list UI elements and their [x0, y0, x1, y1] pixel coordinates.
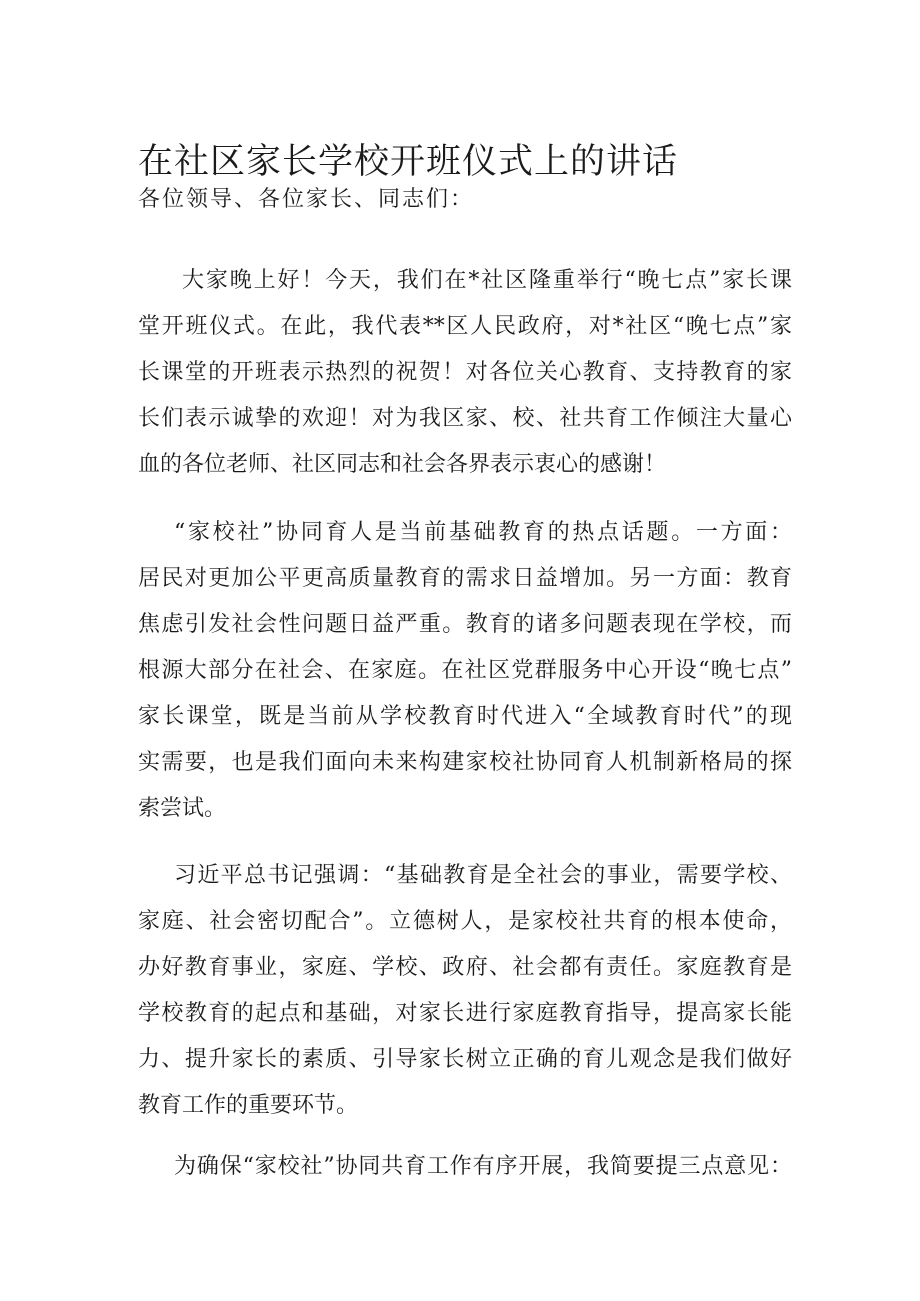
- paragraph-line: 家长课堂，既是当前从学校教育时代进入“全域教育时代”的现: [138, 704, 792, 729]
- paragraph-line: 根源大部分在社会、在家庭。在社区党群服务中心开设“晚七点”: [138, 658, 792, 683]
- paragraph-line: 血的各位老师、社区同志和社会各界表示衷心的感谢！: [138, 452, 667, 477]
- paragraph-line: 为确保“家校社”协同共育工作有序开展，我简要提三点意见：: [174, 1154, 792, 1179]
- paragraph-quote: [138, 853, 792, 1129]
- paragraph-line: 办好教育事业，家庭、学校、政府、社会都有责任。家庭教育是: [138, 955, 792, 980]
- paragraph-jiaxiaoshe: [138, 510, 792, 832]
- paragraph-line: 长们表示诚挚的欢迎！对为我区家、校、社共育工作倾注大量心: [138, 406, 792, 431]
- salutation: 各位领导、各位家长、同志们：: [138, 187, 475, 212]
- paragraph-line: 堂开班仪式。在此，我代表**区人民政府，对*社区“晚七点”家: [138, 314, 792, 339]
- paragraph-line: 长课堂的开班表示热烈的祝贺！对各位关心教育、支持教育的家: [138, 360, 792, 385]
- paragraph-line: 教育工作的重要环节。: [138, 1093, 359, 1118]
- paragraph-greeting: [138, 258, 792, 488]
- paragraph-line: 大家晚上好！今天，我们在*社区隆重举行“晚七点”家长课: [182, 268, 792, 293]
- paragraph-line: 力、提升家长的素质、引导家长树立正确的育儿观念是我们做好: [138, 1047, 792, 1072]
- paragraph-line: 学校教育的起点和基础，对家长进行家庭教育指导，提高家长能: [138, 1001, 792, 1026]
- paragraph-line: 索尝试。: [138, 796, 227, 821]
- paragraph-line: “家校社”协同育人是当前基础教育的热点话题。一方面：: [174, 520, 792, 545]
- paragraph-line: 居民对更加公平更高质量教育的需求日益增加。另一方面：教育: [138, 566, 792, 591]
- paragraph-three-points: [138, 1144, 792, 1190]
- paragraph-line: 焦虑引发社会性问题日益严重。教育的诸多问题表现在学校，而: [138, 612, 792, 637]
- paragraph-line: 家庭、社会密切配合”。立德树人，是家校社共育的根本使命，: [138, 909, 792, 934]
- paragraph-line: 实需要，也是我们面向未来构建家校社协同育人机制新格局的探: [138, 750, 792, 775]
- document-title: 在社区家长学校开班仪式上的讲话: [138, 142, 679, 182]
- paragraph-line: 习近平总书记强调：“基础教育是全社会的事业，需要学校、: [174, 863, 792, 888]
